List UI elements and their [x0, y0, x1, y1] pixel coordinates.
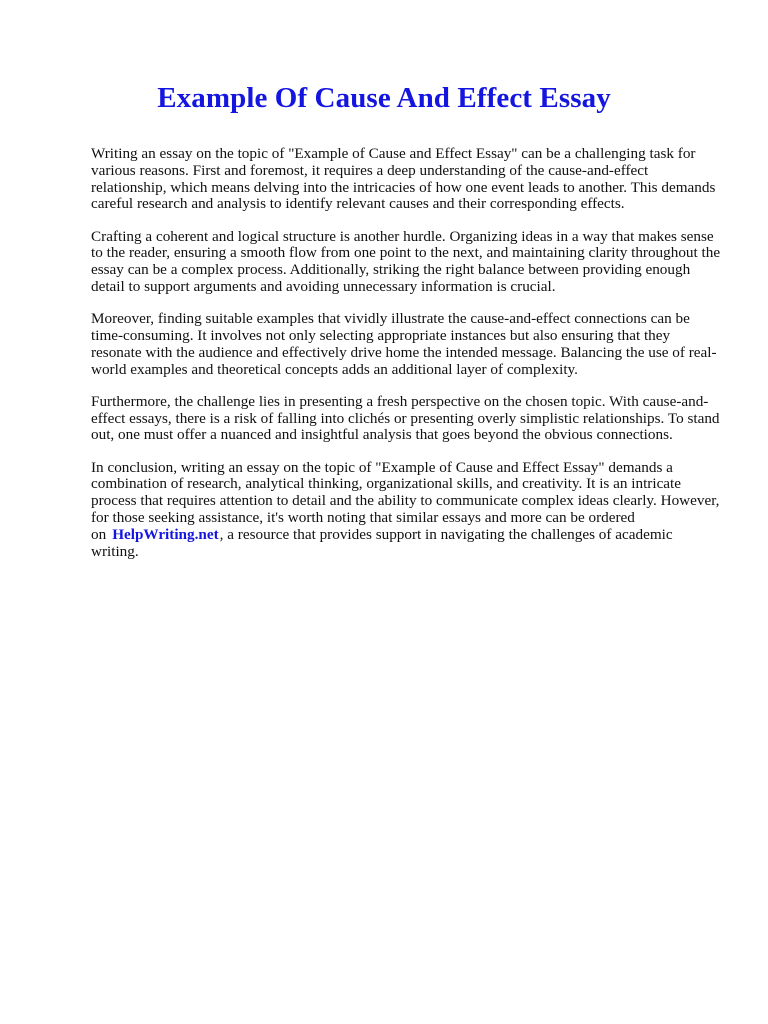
conclusion-text-before-link: In conclusion, writing an essay on the topic of "Example of Cause and Effect Essay" demands a combination of research, analytical thinking, organizational skills, and creativity. It is an intricate process that requires attention to detail and the ability to communicate complex ideas clearly. However, for those seeking assistance, it's worth noting that similar essays and more can be ordered on — [91, 458, 720, 543]
paragraph-3: Moreover, finding suitable examples that vividly illustrate the cause-and-effect connections can be time-consuming. It involves not only selecting appropriate instances but also ensuring that they resonate with the audience and effectively drive home the intended message. Balancing the use of real-world examples and theoretical concepts adds an additional layer of complexity. — [91, 310, 717, 378]
document-title: Example Of Cause And Effect Essay — [157, 82, 611, 114]
conclusion-text-after-link: , a resource that provides support in navigating the challenges of academic writing. — [91, 525, 673, 560]
paragraph-4: Furthermore, the challenge lies in presenting a fresh perspective on the chosen topic. With cause-and-effect essays, there is a risk of falling into clichés or presenting overly simplistic relationships. To stand out, one must offer a nuanced and insightful analysis that goes beyond the obvious connections. — [91, 392, 720, 444]
paragraph-1: Writing an essay on the topic of "Example of Cause and Effect Essay" can be a challenging task for various reasons. First and foremost, it requires a deep understanding of the cause-and-effect relationship, which means delving into the intricacies of how one event leads to another. This demands careful research and analysis to identify relevant causes and their corresponding effects. — [91, 145, 716, 213]
document-body — [91, 146, 721, 576]
paragraph-2: Crafting a coherent and logical structure is another hurdle. Organizing ideas in a way that makes sense to the reader, ensuring a smooth flow from one point to the next, and maintaining clarity throughout the essay can be a complex process. Additionally, striking the right balance between providing enough detail to support arguments and avoiding unnecessary information is crucial. — [91, 227, 721, 295]
paragraph-conclusion — [91, 460, 721, 561]
helpwriting-link[interactable]: HelpWriting.net — [112, 525, 219, 543]
